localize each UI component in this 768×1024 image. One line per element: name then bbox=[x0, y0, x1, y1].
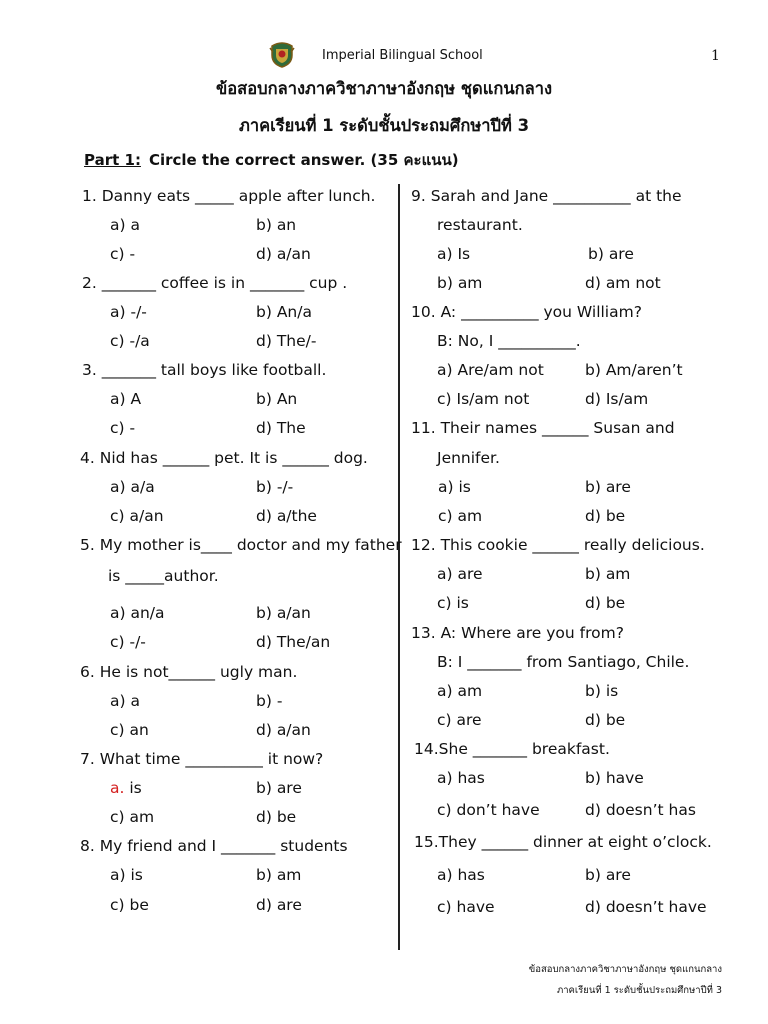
question-3: 3. _______ tall boys like football. bbox=[82, 361, 327, 379]
option-b[interactable]: b) are bbox=[256, 779, 302, 797]
page-number: 1 bbox=[711, 48, 720, 64]
option-b[interactable]: b) a/an bbox=[256, 604, 311, 622]
option-c[interactable]: c) are bbox=[437, 711, 482, 729]
question-9-continued: restaurant. bbox=[437, 216, 523, 234]
option-c[interactable]: c) is bbox=[437, 594, 469, 612]
question-11-continued: Jennifer. bbox=[437, 449, 500, 467]
option-b[interactable]: b) is bbox=[585, 682, 619, 700]
page-header bbox=[0, 36, 768, 70]
option-d[interactable]: d) am not bbox=[585, 274, 661, 292]
option-c[interactable]: b) am bbox=[437, 274, 483, 292]
option-d[interactable]: d) be bbox=[585, 594, 626, 612]
school-name: Imperial Bilingual School bbox=[322, 48, 483, 63]
option-d[interactable]: d) be bbox=[585, 711, 626, 729]
option-c[interactable]: c) don’t have bbox=[437, 801, 540, 819]
option-b[interactable]: b) are bbox=[588, 245, 634, 263]
option-b[interactable]: b) have bbox=[585, 769, 644, 787]
option-a[interactable]: a) a bbox=[110, 216, 140, 234]
option-d[interactable]: d) doesn’t has bbox=[585, 801, 696, 819]
option-a[interactable]: a. is bbox=[110, 779, 142, 797]
option-d[interactable]: d) The/an bbox=[256, 633, 331, 651]
option-d[interactable]: d) The bbox=[256, 419, 306, 437]
option-a[interactable]: a) has bbox=[437, 769, 485, 787]
option-d[interactable]: d) a/an bbox=[256, 245, 311, 263]
option-c[interactable]: c) -/- bbox=[110, 633, 146, 651]
option-d[interactable]: d) Is/am bbox=[585, 390, 649, 408]
question-13-continued: B: I _______ from Santiago, Chile. bbox=[437, 653, 690, 671]
option-c[interactable]: c) a/an bbox=[110, 507, 164, 525]
footer-line-2: ภาคเรียนที่ 1 ระดับชั้นประถมศึกษาปีที่ 3 bbox=[556, 985, 722, 996]
option-b[interactable]: b) are bbox=[585, 866, 631, 884]
exam-subtitle: ภาคเรียนที่ 1 ระดับชั้นประถมศึกษาปีที่ 3 bbox=[238, 116, 530, 135]
option-b[interactable]: b) -/- bbox=[256, 478, 294, 496]
option-a[interactable]: a) is bbox=[110, 866, 143, 884]
option-c[interactable]: c) Is/am not bbox=[437, 390, 530, 408]
option-a[interactable]: a) -/- bbox=[110, 303, 147, 321]
option-a[interactable]: a) A bbox=[110, 390, 142, 408]
option-a[interactable]: a) a/a bbox=[110, 478, 155, 496]
option-a[interactable]: a) Are/am not bbox=[437, 361, 544, 379]
column-divider bbox=[398, 184, 400, 950]
option-d[interactable]: d) a/the bbox=[256, 507, 317, 525]
option-a[interactable]: a) a bbox=[110, 692, 140, 710]
option-b[interactable]: b) an bbox=[256, 216, 297, 234]
option-b[interactable]: b) Am/aren’t bbox=[585, 361, 683, 379]
question-4: 4. Nid has ______ pet. It is ______ dog. bbox=[80, 449, 368, 467]
option-a[interactable]: a) are bbox=[437, 565, 483, 583]
marked-answer-letter: a. bbox=[110, 779, 125, 797]
option-a[interactable]: a) is bbox=[438, 478, 471, 496]
question-10-continued: B: No, I __________. bbox=[437, 332, 581, 350]
option-b[interactable]: b) am bbox=[585, 565, 631, 583]
exam-title: ข้อสอบกลางภาควิชาภาษาอังกฤษ ชุดแกนกลาง bbox=[215, 79, 553, 98]
question-11: 11. Their names ______ Susan and bbox=[411, 419, 675, 437]
option-d[interactable]: d) a/an bbox=[256, 721, 311, 739]
option-c[interactable]: c) have bbox=[437, 898, 495, 916]
question-5-continued: is _____author. bbox=[108, 567, 219, 585]
option-a[interactable]: a) an/a bbox=[110, 604, 165, 622]
question-10: 10. A: __________ you William? bbox=[411, 303, 642, 321]
question-5: 5. My mother is____ doctor and my father bbox=[80, 536, 402, 554]
option-c[interactable]: c) be bbox=[110, 896, 149, 914]
question-6: 6. He is not______ ugly man. bbox=[80, 663, 298, 681]
option-d[interactable]: d) be bbox=[585, 507, 626, 525]
part-label: Part 1: bbox=[84, 151, 141, 169]
option-b[interactable]: b) - bbox=[256, 692, 283, 710]
part-heading bbox=[84, 148, 459, 172]
question-12: 12. This cookie ______ really delicious. bbox=[411, 536, 705, 554]
option-d[interactable]: d) doesn’t have bbox=[585, 898, 707, 916]
question-9: 9. Sarah and Jane __________ at the bbox=[411, 187, 682, 205]
option-c[interactable]: c) am bbox=[438, 507, 483, 525]
option-b[interactable]: b) am bbox=[256, 866, 302, 884]
option-a[interactable]: a) am bbox=[437, 682, 483, 700]
option-c[interactable]: c) -/a bbox=[110, 332, 150, 350]
question-8: 8. My friend and I _______ students bbox=[80, 837, 348, 855]
option-a[interactable]: a) has bbox=[437, 866, 485, 884]
footer-line-1: ข้อสอบกลางภาควิชาภาษาอังกฤษ ชุดแกนกลาง bbox=[528, 964, 722, 975]
option-c[interactable]: c) - bbox=[110, 419, 136, 437]
option-b[interactable]: b) An/a bbox=[256, 303, 312, 321]
option-d[interactable]: d) The/- bbox=[256, 332, 317, 350]
option-d[interactable]: d) are bbox=[256, 896, 302, 914]
option-a[interactable]: a) Is bbox=[437, 245, 471, 263]
school-crest-icon bbox=[268, 40, 296, 68]
option-b[interactable]: b) An bbox=[256, 390, 298, 408]
question-1: 1. Danny eats _____ apple after lunch. bbox=[82, 187, 376, 205]
option-c[interactable]: c) an bbox=[110, 721, 149, 739]
question-2: 2. _______ coffee is in _______ cup . bbox=[82, 274, 348, 292]
question-15: 15.They ______ dinner at eight o’clock. bbox=[414, 833, 712, 851]
option-d[interactable]: d) be bbox=[256, 808, 297, 826]
question-13: 13. A: Where are you from? bbox=[411, 624, 624, 642]
question-7: 7. What time __________ it now? bbox=[80, 750, 324, 768]
option-b[interactable]: b) are bbox=[585, 478, 631, 496]
option-c[interactable]: c) - bbox=[110, 245, 136, 263]
part-instruction: Circle the correct answer. (35 คะแนน) bbox=[148, 151, 459, 169]
option-c[interactable]: c) am bbox=[110, 808, 155, 826]
question-14: 14.She _______ breakfast. bbox=[414, 740, 610, 758]
